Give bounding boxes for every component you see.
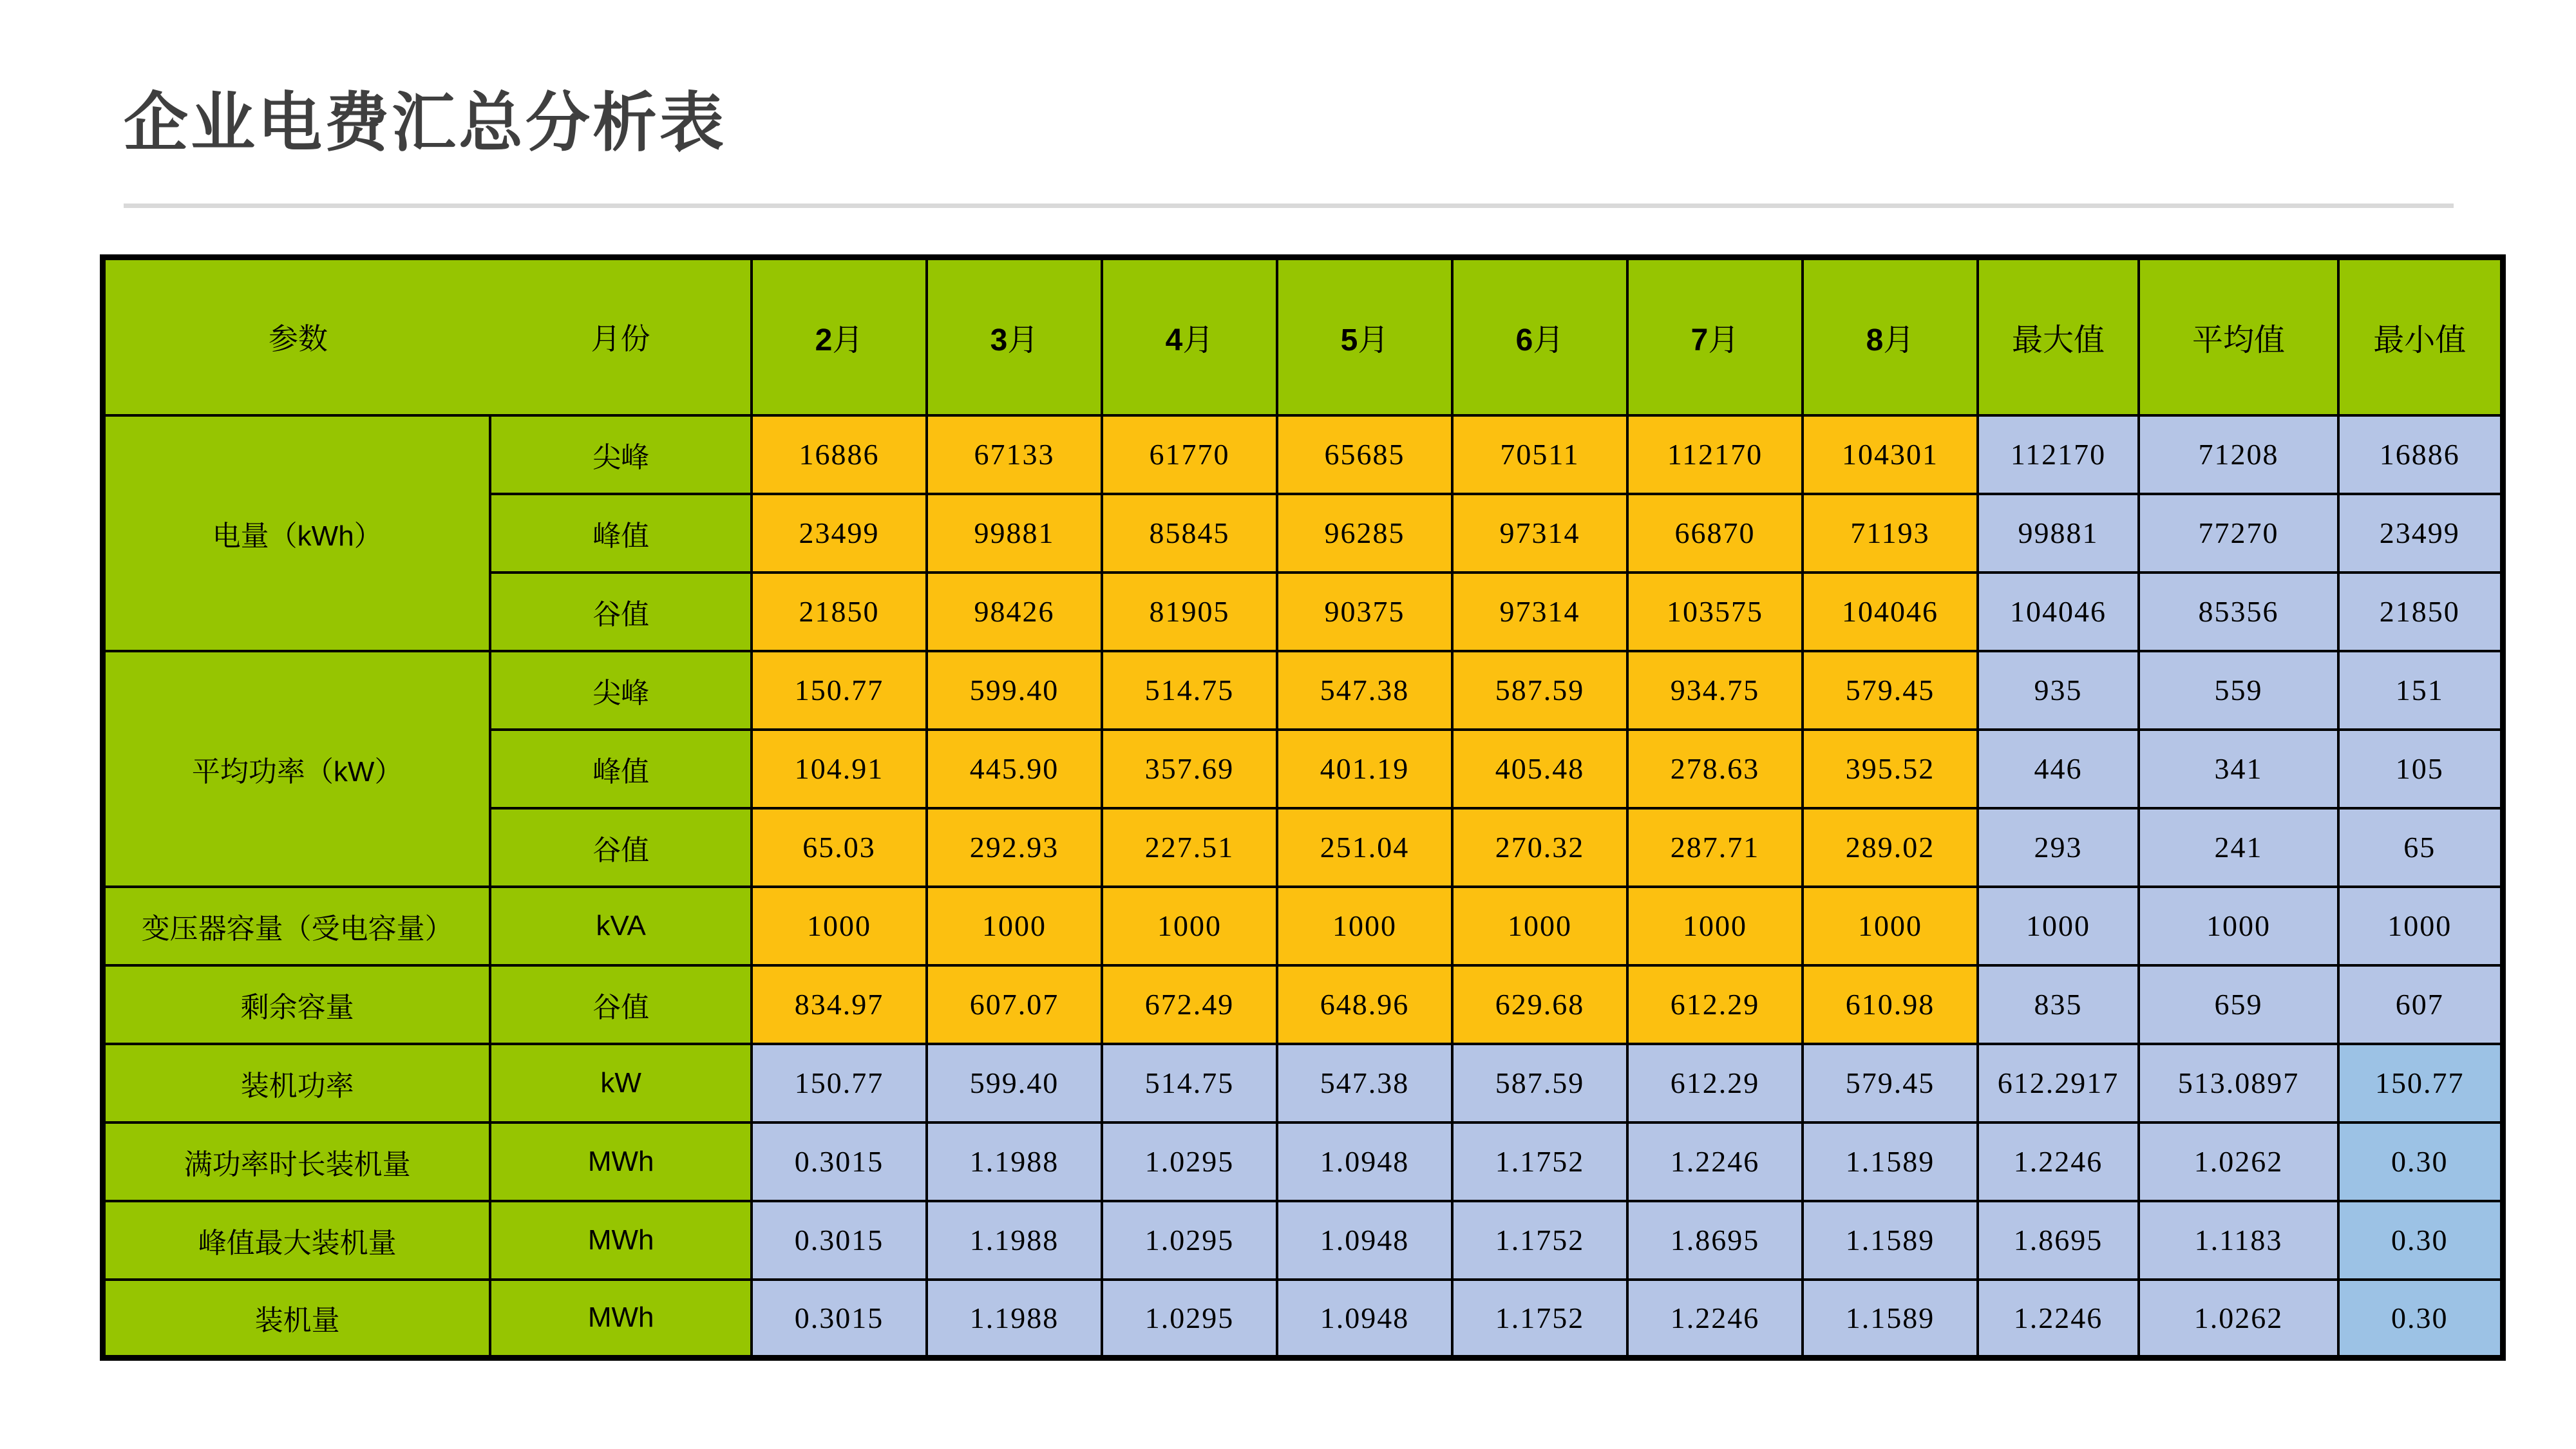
month-value-cell: 587.59: [1452, 651, 1627, 730]
month-value-cell: 1.1988: [927, 1201, 1102, 1280]
table-row: [103, 651, 2503, 730]
avg-value-cell: 341: [2139, 730, 2338, 808]
table-row: [103, 965, 2503, 1044]
month-value-cell: 514.75: [1102, 651, 1277, 730]
sub-cell: kVA: [490, 887, 752, 965]
month-value-cell: 1.2246: [1627, 1122, 1803, 1201]
month-value-cell: 514.75: [1102, 1044, 1277, 1122]
param-cell: 装机量: [103, 1280, 491, 1358]
table-row: [103, 1122, 2503, 1201]
header-month-text: 4月: [1165, 323, 1214, 357]
header-param-month-cell: [103, 258, 752, 415]
avg-value-cell: 513.0897: [2139, 1044, 2338, 1122]
month-value-cell: 227.51: [1102, 808, 1277, 887]
month-value-cell: 1000: [752, 887, 927, 965]
avg-value-cell: 71208: [2139, 415, 2338, 494]
max-value-cell: 112170: [1978, 415, 2139, 494]
month-value-cell: 1.0948: [1277, 1201, 1452, 1280]
month-value-cell: 1.8695: [1627, 1201, 1803, 1280]
month-value-cell: 1000: [1102, 887, 1277, 965]
max-value-cell: 446: [1978, 730, 2139, 808]
avg-value-cell: 77270: [2139, 494, 2338, 573]
month-value-cell: 1000: [1452, 887, 1627, 965]
month-value-cell: 1.1752: [1452, 1122, 1627, 1201]
month-value-cell: 1.1589: [1803, 1201, 1978, 1280]
month-value-cell: 71193: [1803, 494, 1978, 573]
min-value-cell: 65: [2338, 808, 2503, 887]
param-cell: 剩余容量: [103, 965, 491, 1044]
page-title: 企业电费汇总分析表: [124, 87, 726, 159]
header-month-label: 月份: [591, 323, 650, 356]
sub-cell: MWh: [490, 1280, 752, 1358]
avg-value-cell: 659: [2139, 965, 2338, 1044]
month-value-cell: 104046: [1803, 573, 1978, 651]
month-value-cell: 90375: [1277, 573, 1452, 651]
avg-value-cell: 85356: [2139, 573, 2338, 651]
month-value-cell: 579.45: [1803, 651, 1978, 730]
param-cell: 装机功率: [103, 1044, 491, 1122]
month-value-cell: 1.1752: [1452, 1201, 1627, 1280]
month-value-cell: 395.52: [1803, 730, 1978, 808]
sub-cell: 峰值: [490, 494, 752, 573]
header-month-text: 3月: [990, 323, 1039, 357]
month-value-cell: 292.93: [927, 808, 1102, 887]
month-value-cell: 1.1589: [1803, 1122, 1978, 1201]
month-value-cell: 104301: [1803, 415, 1978, 494]
month-value-cell: 0.3015: [752, 1201, 927, 1280]
month-value-cell: 1.2246: [1627, 1280, 1803, 1358]
month-value-cell: 85845: [1102, 494, 1277, 573]
header-month-6: [1452, 258, 1627, 415]
month-value-cell: 648.96: [1277, 965, 1452, 1044]
sub-cell: 谷值: [490, 573, 752, 651]
month-value-cell: 1000: [1803, 887, 1978, 965]
month-value-cell: 150.77: [752, 651, 927, 730]
sub-cell: 谷值: [490, 965, 752, 1044]
header-stat-2: 最小值: [2338, 258, 2503, 415]
month-value-cell: 547.38: [1277, 651, 1452, 730]
month-value-cell: 104.91: [752, 730, 927, 808]
month-value-cell: 81905: [1102, 573, 1277, 651]
max-value-cell: 835: [1978, 965, 2139, 1044]
avg-value-cell: 1000: [2139, 887, 2338, 965]
month-value-cell: 1.1988: [927, 1280, 1102, 1358]
month-value-cell: 934.75: [1627, 651, 1803, 730]
month-value-cell: 278.63: [1627, 730, 1803, 808]
month-value-cell: 0.3015: [752, 1122, 927, 1201]
table-header: [103, 258, 2503, 415]
month-value-cell: 0.3015: [752, 1280, 927, 1358]
min-value-cell: 16886: [2338, 415, 2503, 494]
month-value-cell: 96285: [1277, 494, 1452, 573]
month-value-cell: 599.40: [927, 1044, 1102, 1122]
header-month-7: [1627, 258, 1803, 415]
min-value-cell: 105: [2338, 730, 2503, 808]
header-month-text: 6月: [1515, 323, 1564, 357]
month-value-cell: 103575: [1627, 573, 1803, 651]
month-value-cell: 150.77: [752, 1044, 927, 1122]
month-value-cell: 1000: [927, 887, 1102, 965]
max-value-cell: 104046: [1978, 573, 2139, 651]
month-value-cell: 612.29: [1627, 1044, 1803, 1122]
sub-cell: 尖峰: [490, 651, 752, 730]
max-value-cell: 1000: [1978, 887, 2139, 965]
table-body: [103, 415, 2503, 1358]
month-value-cell: 405.48: [1452, 730, 1627, 808]
month-value-cell: 1.0948: [1277, 1280, 1452, 1358]
max-value-cell: 612.2917: [1978, 1044, 2139, 1122]
month-value-cell: 1.0295: [1102, 1122, 1277, 1201]
avg-value-cell: 1.0262: [2139, 1122, 2338, 1201]
table-row: [103, 1280, 2503, 1358]
min-value-cell: 0.30: [2338, 1122, 2503, 1201]
min-value-cell: 0.30: [2338, 1201, 2503, 1280]
min-value-cell: 0.30: [2338, 1280, 2503, 1358]
sub-cell: 峰值: [490, 730, 752, 808]
month-value-cell: 1.1752: [1452, 1280, 1627, 1358]
min-value-cell: 21850: [2338, 573, 2503, 651]
month-value-cell: 21850: [752, 573, 927, 651]
month-value-cell: 1.0295: [1102, 1201, 1277, 1280]
avg-value-cell: 1.1183: [2139, 1201, 2338, 1280]
month-value-cell: 270.32: [1452, 808, 1627, 887]
param-cell: 变压器容量（受电容量）: [103, 887, 491, 965]
month-value-cell: 599.40: [927, 651, 1102, 730]
month-value-cell: 607.07: [927, 965, 1102, 1044]
max-value-cell: 1.2246: [1978, 1122, 2139, 1201]
max-value-cell: 1.2246: [1978, 1280, 2139, 1358]
month-value-cell: 587.59: [1452, 1044, 1627, 1122]
header-month-3: [927, 258, 1102, 415]
min-value-cell: 150.77: [2338, 1044, 2503, 1122]
month-value-cell: 357.69: [1102, 730, 1277, 808]
table-row: [103, 887, 2503, 965]
month-value-cell: 66870: [1627, 494, 1803, 573]
max-value-cell: 293: [1978, 808, 2139, 887]
max-value-cell: 99881: [1978, 494, 2139, 573]
month-value-cell: 65685: [1277, 415, 1452, 494]
month-value-cell: 612.29: [1627, 965, 1803, 1044]
sub-cell: MWh: [490, 1201, 752, 1280]
month-value-cell: 401.19: [1277, 730, 1452, 808]
month-value-cell: 834.97: [752, 965, 927, 1044]
month-value-cell: 61770: [1102, 415, 1277, 494]
param-cell: 满功率时长装机量: [103, 1122, 491, 1201]
param-cell: 电量（kWh）: [103, 415, 491, 651]
header-stat-1: 平均值: [2139, 258, 2338, 415]
min-value-cell: 23499: [2338, 494, 2503, 573]
month-value-cell: 547.38: [1277, 1044, 1452, 1122]
month-value-cell: 629.68: [1452, 965, 1627, 1044]
month-value-cell: 1000: [1627, 887, 1803, 965]
electricity-summary-table: [100, 254, 2506, 1361]
min-value-cell: 151: [2338, 651, 2503, 730]
table-row: [103, 1044, 2503, 1122]
header-month-2: [752, 258, 927, 415]
month-value-cell: 98426: [927, 573, 1102, 651]
month-value-cell: 70511: [1452, 415, 1627, 494]
header-month-8: [1803, 258, 1978, 415]
month-value-cell: 672.49: [1102, 965, 1277, 1044]
sub-cell: MWh: [490, 1122, 752, 1201]
header-param-label: 参数: [269, 323, 328, 356]
header-param-month-wrap: [106, 316, 750, 358]
month-value-cell: 610.98: [1803, 965, 1978, 1044]
header-month-5: [1277, 258, 1452, 415]
month-value-cell: 1.0948: [1277, 1122, 1452, 1201]
month-value-cell: 1.1589: [1803, 1280, 1978, 1358]
min-value-cell: 607: [2338, 965, 2503, 1044]
title-divider: [124, 204, 2454, 208]
avg-value-cell: 241: [2139, 808, 2338, 887]
month-value-cell: 23499: [752, 494, 927, 573]
month-value-cell: 65.03: [752, 808, 927, 887]
header-month-text: 8月: [1866, 323, 1915, 357]
avg-value-cell: 559: [2139, 651, 2338, 730]
table-row: [103, 1201, 2503, 1280]
param-cell: 峰值最大装机量: [103, 1201, 491, 1280]
month-value-cell: 251.04: [1277, 808, 1452, 887]
month-value-cell: 112170: [1627, 415, 1803, 494]
min-value-cell: 1000: [2338, 887, 2503, 965]
table-row: [103, 415, 2503, 494]
month-value-cell: 287.71: [1627, 808, 1803, 887]
header-month-text: 2月: [815, 323, 864, 357]
header-month-text: 5月: [1340, 323, 1389, 357]
sub-cell: kW: [490, 1044, 752, 1122]
month-value-cell: 579.45: [1803, 1044, 1978, 1122]
month-value-cell: 16886: [752, 415, 927, 494]
month-value-cell: 445.90: [927, 730, 1102, 808]
header-month-4: [1102, 258, 1277, 415]
month-value-cell: 289.02: [1803, 808, 1978, 887]
month-value-cell: 1.1988: [927, 1122, 1102, 1201]
sub-cell: 谷值: [490, 808, 752, 887]
header-stat-0: 最大值: [1978, 258, 2139, 415]
sub-cell: 尖峰: [490, 415, 752, 494]
month-value-cell: 1.0295: [1102, 1280, 1277, 1358]
month-value-cell: 97314: [1452, 573, 1627, 651]
avg-value-cell: 1.0262: [2139, 1280, 2338, 1358]
month-value-cell: 67133: [927, 415, 1102, 494]
param-cell: 平均功率（kW）: [103, 651, 491, 887]
header-month-text: 7月: [1690, 323, 1739, 357]
max-value-cell: 935: [1978, 651, 2139, 730]
max-value-cell: 1.8695: [1978, 1201, 2139, 1280]
month-value-cell: 1000: [1277, 887, 1452, 965]
month-value-cell: 97314: [1452, 494, 1627, 573]
month-value-cell: 99881: [927, 494, 1102, 573]
